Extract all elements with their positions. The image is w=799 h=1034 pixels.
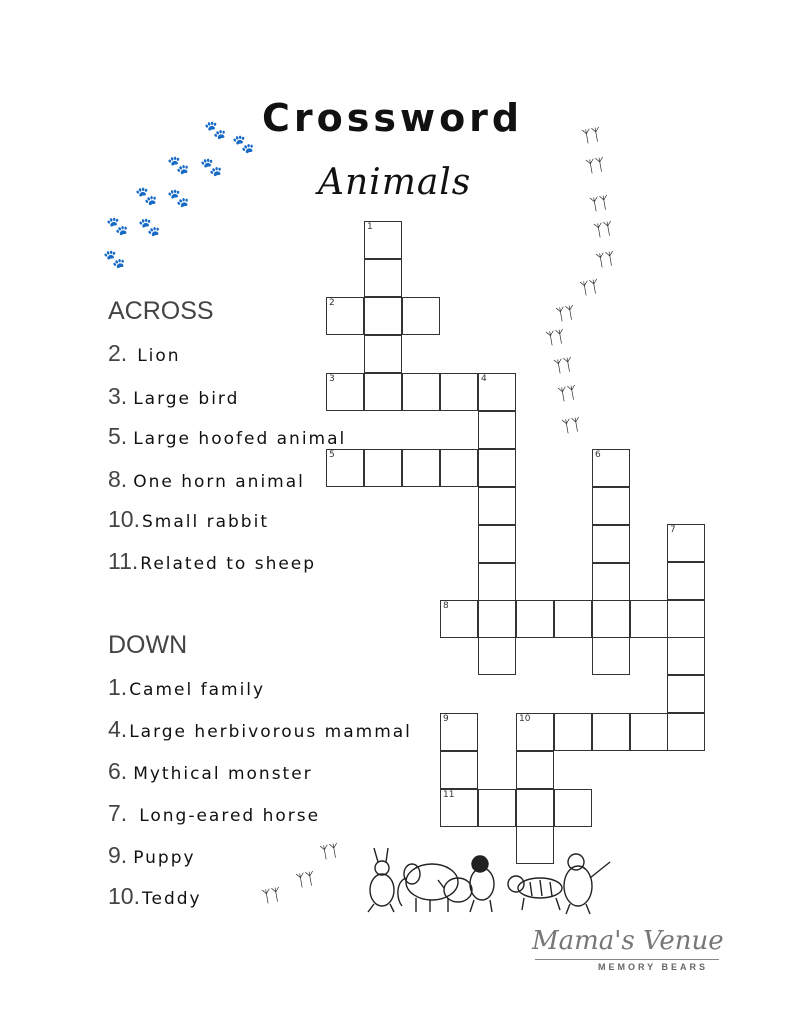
clue-text: Large herbivorous mammal (129, 722, 412, 742)
grid-cell[interactable] (364, 335, 402, 373)
brand-logo: Mama's Venue (532, 926, 724, 956)
paw-print-icon: 🐾 (167, 155, 190, 176)
clue-text: Lion (137, 346, 181, 366)
grid-cell[interactable] (440, 449, 478, 487)
grid-cell[interactable] (364, 373, 402, 411)
clue-text: Large hoofed animal (133, 429, 347, 449)
grid-cell[interactable] (402, 449, 440, 487)
clue-text: Related to sheep (140, 554, 317, 574)
grid-cell[interactable] (592, 525, 630, 563)
cell-number: 10 (519, 714, 531, 724)
bird-track-icon: ᛉᛉ (580, 124, 603, 147)
cell-number: 11 (443, 790, 455, 800)
down-clue (108, 758, 313, 788)
paw-print-icon: 🐾 (138, 217, 161, 238)
cell-number: 5 (329, 450, 335, 460)
clue-text: One horn animal (133, 472, 305, 492)
grid-cell[interactable] (326, 449, 364, 487)
clue-number: 10. (108, 883, 140, 909)
across-clue (108, 466, 305, 496)
cell-number: 4 (481, 374, 487, 384)
clue-text: Long-eared horse (139, 806, 321, 826)
grid-cell[interactable] (440, 751, 478, 789)
paw-print-icon: 🐾 (167, 188, 190, 209)
crossword-subtitle: Animals (318, 162, 472, 203)
clue-number: 4. (108, 716, 128, 742)
brand-tagline: MEMORY BEARS (598, 962, 709, 972)
grid-cell[interactable] (478, 487, 516, 525)
grid-cell[interactable] (478, 449, 516, 487)
grid-cell[interactable] (667, 675, 705, 713)
grid-cell[interactable] (364, 221, 402, 259)
cell-number: 3 (329, 374, 335, 384)
clue-number: 10. (108, 506, 140, 532)
grid-cell[interactable] (478, 789, 516, 827)
bird-track-icon: ᛉᛉ (592, 218, 615, 241)
grid-cell[interactable] (440, 373, 478, 411)
bird-track-icon: ᛉᛉ (554, 302, 577, 325)
cell-number: 6 (595, 450, 601, 460)
grid-cell[interactable] (592, 449, 630, 487)
grid-cell[interactable] (326, 373, 364, 411)
bird-track-icon: ᛉᛉ (556, 382, 579, 405)
across-clue (108, 548, 316, 578)
paw-print-icon: 🐾 (200, 157, 223, 178)
grid-cell[interactable] (592, 487, 630, 525)
clue-text: Mythical monster (133, 764, 313, 784)
grid-cell[interactable] (667, 713, 705, 751)
across-heading: ACROSS (108, 297, 214, 325)
grid-cell[interactable] (478, 637, 516, 675)
grid-cell[interactable] (440, 713, 478, 751)
grid-cell[interactable] (516, 789, 554, 827)
grid-cell[interactable] (402, 373, 440, 411)
bird-track-icon: ᛉᛉ (260, 884, 283, 907)
clue-number: 2. (108, 340, 128, 366)
bird-track-icon: ᛉᛉ (578, 276, 601, 299)
paw-print-icon: 🐾 (103, 249, 126, 270)
grid-cell[interactable] (630, 600, 668, 638)
clue-number: 7. (108, 800, 128, 826)
grid-cell[interactable] (516, 713, 554, 751)
clue-number: 9. (108, 842, 128, 868)
grid-cell[interactable] (592, 713, 630, 751)
clue-text: Camel family (129, 680, 266, 700)
clue-text: Large bird (133, 389, 240, 409)
down-clue (108, 716, 412, 746)
grid-cell[interactable] (554, 600, 592, 638)
down-clue (108, 842, 196, 872)
grid-cell[interactable] (554, 713, 592, 751)
down-clue (108, 800, 320, 830)
clue-text: Teddy (141, 889, 202, 909)
bird-track-icon: ᛉᛉ (594, 248, 617, 271)
grid-cell[interactable] (364, 297, 402, 335)
grid-cell[interactable] (667, 600, 705, 638)
crossword-title: Crossword (262, 96, 524, 140)
grid-cell[interactable] (554, 789, 592, 827)
grid-cell[interactable] (592, 563, 630, 601)
grid-cell[interactable] (667, 562, 705, 600)
bird-track-icon: ᛉᛉ (318, 840, 341, 863)
cell-number: 8 (443, 601, 449, 611)
grid-cell[interactable] (478, 600, 516, 638)
clue-number: 1. (108, 674, 128, 700)
grid-cell[interactable] (402, 297, 440, 335)
clue-number: 8. (108, 466, 128, 492)
bird-track-icon: ᛉᛉ (560, 414, 583, 437)
logo-divider (535, 959, 719, 960)
down-clue (108, 674, 265, 704)
grid-cell[interactable] (364, 259, 402, 297)
grid-cell[interactable] (364, 449, 402, 487)
across-clue (108, 423, 346, 453)
across-clue (108, 506, 269, 536)
paw-print-icon: 🐾 (232, 134, 255, 155)
grid-cell[interactable] (440, 600, 478, 638)
cell-number: 2 (329, 298, 335, 308)
grid-cell[interactable] (667, 637, 705, 675)
clue-number: 11. (108, 548, 139, 574)
paw-print-icon: 🐾 (204, 120, 227, 141)
grid-cell[interactable] (630, 713, 668, 751)
clue-number: 3. (108, 383, 128, 409)
grid-cell[interactable] (478, 563, 516, 601)
cell-number: 9 (443, 714, 449, 724)
cell-number: 7 (670, 525, 676, 535)
across-clue (108, 340, 181, 370)
grid-cell[interactable] (478, 411, 516, 449)
down-heading: DOWN (108, 631, 188, 659)
paw-print-icon: 🐾 (106, 216, 129, 237)
grid-cell[interactable] (592, 637, 630, 675)
grid-cell[interactable] (478, 525, 516, 563)
grid-cell[interactable] (478, 373, 516, 411)
animal-parade-illustration (340, 848, 615, 918)
grid-cell[interactable] (326, 297, 364, 335)
grid-cell[interactable] (516, 751, 554, 789)
bird-track-icon: ᛉᛉ (588, 192, 611, 215)
paw-print-icon: 🐾 (135, 186, 158, 207)
clue-number: 5. (108, 423, 128, 449)
bird-track-icon: ᛉᛉ (552, 354, 575, 377)
bird-track-icon: ᛉᛉ (544, 326, 567, 349)
bird-track-icon: ᛉᛉ (584, 154, 607, 177)
down-clue (108, 883, 202, 913)
clue-text: Puppy (133, 848, 196, 868)
across-clue (108, 383, 239, 413)
cell-number: 1 (367, 222, 373, 232)
bird-track-icon: ᛉᛉ (294, 868, 317, 891)
clue-text: Small rabbit (141, 512, 269, 532)
grid-cell[interactable] (440, 789, 478, 827)
grid-cell[interactable] (667, 524, 705, 562)
grid-cell[interactable] (516, 600, 554, 638)
clue-number: 6. (108, 758, 128, 784)
grid-cell[interactable] (592, 600, 630, 638)
